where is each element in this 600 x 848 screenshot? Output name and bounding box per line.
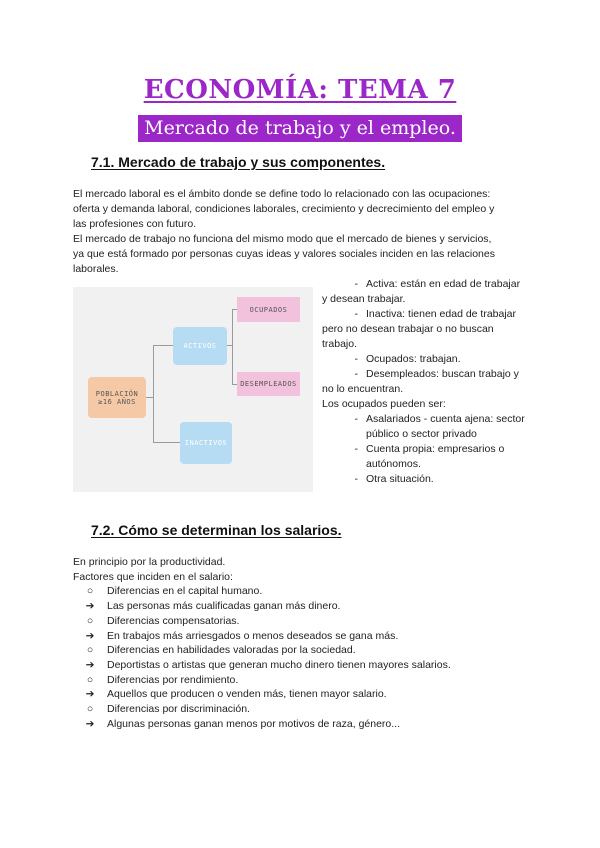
paragraph-line: laborales. bbox=[73, 263, 119, 275]
paragraph-line: El mercado laboral es el ámbito donde se define todo lo relacionado con las ocupaciones: bbox=[73, 188, 491, 200]
paragraph-line: las profesiones con futuro. bbox=[73, 218, 197, 230]
list-item: ○ Diferencias por rendimiento. bbox=[73, 673, 451, 688]
arrow-bullet-icon: ➔ bbox=[85, 688, 95, 701]
salary-factors bbox=[73, 555, 451, 731]
list-item: ○ Diferencias compensatorias. bbox=[73, 614, 451, 629]
list-item: - Asalariados - cuenta ajena: sector bbox=[354, 413, 525, 425]
page-title: ECONOMÍA: TEMA 7 bbox=[143, 75, 457, 105]
arrow-bullet-icon: ➔ bbox=[85, 600, 95, 613]
circle-bullet-icon: ○ bbox=[86, 673, 94, 686]
list-item: ○ Diferencias en el capital humano. bbox=[73, 584, 451, 599]
arrow-bullet-icon: ➔ bbox=[85, 717, 95, 730]
list-item: ○ Diferencias por discriminación. bbox=[73, 702, 451, 717]
intro-line: Factores que inciden en el salario: bbox=[73, 570, 233, 583]
list-item: ➔ Aquellos que producen o venden más, tienen mayor salario. bbox=[73, 687, 451, 702]
connector-line bbox=[153, 345, 173, 346]
circle-bullet-icon: ○ bbox=[86, 614, 94, 627]
list-item: - Ocupados: trabajan. bbox=[354, 353, 461, 365]
node-label: ≥16 AÑOS bbox=[98, 397, 136, 406]
list-item-continuation: trabajo. bbox=[322, 338, 358, 350]
paragraph-line: ya que está formado por personas cuyas ideas y valores sociales inciden en las relaciones bbox=[73, 248, 495, 260]
diagram-node-poblacion bbox=[88, 377, 146, 418]
subtitle-wrap bbox=[0, 115, 600, 142]
diagram-node-desempleados: DESEMPLEADOS bbox=[237, 372, 300, 396]
intro-line: En principio por la productividad. bbox=[73, 556, 226, 568]
arrow-bullet-icon: ➔ bbox=[85, 658, 95, 671]
labor-market-diagram bbox=[73, 287, 313, 492]
list-item: ➔ En trabajos más arriesgados o menos deseados se gana más. bbox=[73, 629, 451, 644]
diagram-node-inactivos: INACTIVOS bbox=[180, 422, 232, 464]
circle-bullet-icon: ○ bbox=[86, 644, 94, 657]
circle-bullet-icon: ○ bbox=[86, 703, 94, 716]
list-item: - Activa: están en edad de trabajar bbox=[354, 278, 521, 290]
list-item: ➔ Las personas más cualificadas ganan más dinero. bbox=[73, 599, 451, 614]
population-definitions-list bbox=[322, 277, 532, 487]
paragraph-line: El mercado de trabajo no funciona del mismo modo que el mercado de bienes y servicios, bbox=[73, 233, 492, 245]
connector-line bbox=[153, 345, 154, 442]
list-intro: Los ocupados pueden ser: bbox=[322, 398, 446, 410]
list-item: ➔ Deportistas o artistas que generan mucho dinero tienen mayores salarios. bbox=[73, 658, 451, 673]
section-heading-7-2: 7.2. Cómo se determinan los salarios. bbox=[91, 522, 342, 538]
diagram-node-activos: ACTIVOS bbox=[173, 327, 227, 365]
arrow-bullet-icon: ➔ bbox=[85, 629, 95, 642]
page-subtitle: Mercado de trabajo y el empleo. bbox=[138, 115, 462, 142]
connector-line bbox=[232, 309, 233, 385]
list-item: ➔ Algunas personas ganan menos por motivos de raza, género... bbox=[73, 717, 451, 732]
connector-line bbox=[153, 442, 180, 443]
list-item: - Inactiva: tienen edad de trabajar bbox=[354, 308, 517, 320]
list-item: ○ Diferencias en habilidades valoradas por la sociedad. bbox=[73, 643, 451, 658]
list-item-continuation: público o sector privado bbox=[366, 428, 477, 440]
section1-paragraph bbox=[73, 187, 495, 277]
paragraph-line: oferta y demanda laboral, condiciones laborales, crecimiento y decrecimiento del empleo y bbox=[73, 203, 495, 215]
list-item-continuation: no lo encuentran. bbox=[322, 383, 404, 395]
list-item-continuation: y desean trabajar. bbox=[322, 293, 406, 305]
list-item-continuation: autónomos. bbox=[366, 458, 421, 470]
node-label: POBLACIÓN bbox=[95, 389, 139, 398]
list-item-continuation: pero no desean trabajar o no buscan bbox=[322, 323, 494, 335]
section-heading-7-1: 7.1. Mercado de trabajo y sus componentes. bbox=[91, 154, 386, 170]
list-item: - Cuenta propia: empresarios o bbox=[354, 443, 505, 455]
list-item: - Otra situación. bbox=[354, 473, 434, 485]
diagram-node-ocupados: OCUPADOS bbox=[237, 297, 300, 322]
list-item: - Desempleados: buscan trabajo y bbox=[354, 368, 519, 380]
circle-bullet-icon: ○ bbox=[86, 585, 94, 598]
connector-line bbox=[146, 397, 153, 398]
